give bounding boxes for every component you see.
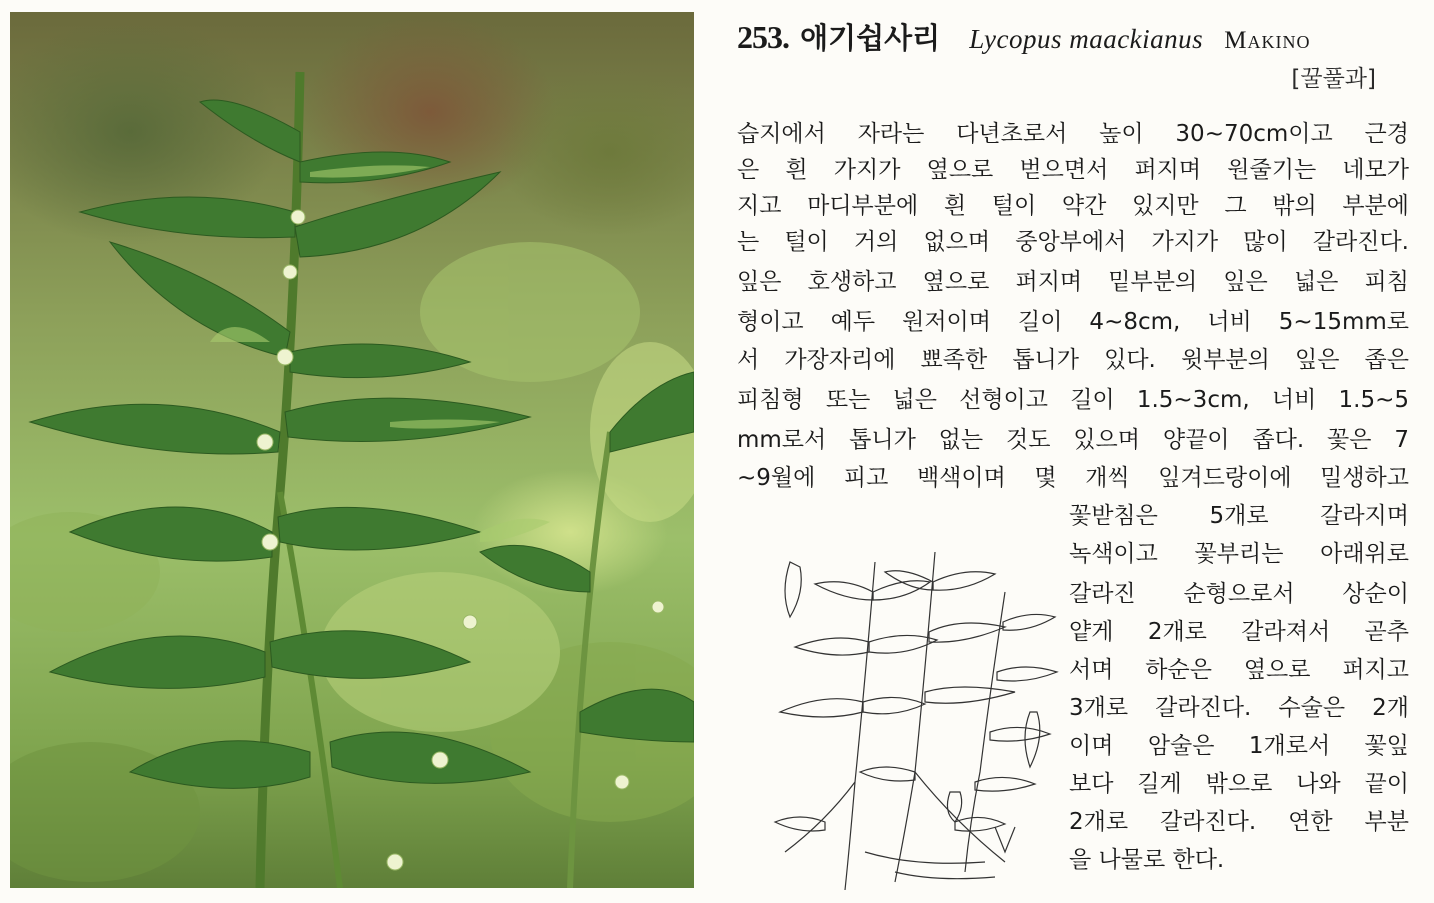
- korean-name: 애기쉽사리: [800, 21, 941, 55]
- description-line: 습지에서 자라는 다년초로서 높이 30~70cm이고 근경: [737, 121, 1409, 147]
- description-line: 3개로 갈라진다. 수술은 2개: [1069, 695, 1409, 721]
- entry-title: [737, 16, 1427, 60]
- description-line: 서 가장자리에 뾰족한 톱니가 있다. 윗부분의 잎은 좁은: [737, 347, 1409, 373]
- description-line: 얕게 2개로 갈라져서 곧추: [1069, 619, 1409, 645]
- entry-number: 253.: [737, 19, 789, 55]
- description-line: 형이고 예두 원저이며 길이 4~8cm, 너비 5~15mm로: [737, 309, 1409, 335]
- description-line: 녹색이고 꽃부리는 아래위로: [1069, 541, 1409, 567]
- description-line: 2개로 갈라진다. 연한 부분: [1069, 809, 1409, 835]
- description-line: 피침형 또는 넓은 선형이고 길이 1.5~3cm, 너비 1.5~5: [737, 387, 1409, 413]
- plant-photo-drawing: [10, 12, 694, 888]
- description-column: [705, 0, 1434, 903]
- family-name: [꿀풀과]: [1291, 66, 1376, 92]
- description-line: 지고 마디부분에 흰 털이 약간 있지만 그 밖의 부분에: [737, 193, 1409, 219]
- description-line: 보다 길게 밖으로 나와 끝이: [1069, 771, 1409, 797]
- description-line: 잎은 호생하고 옆으로 퍼지며 밑부분의 잎은 넓은 피침: [737, 269, 1409, 295]
- description-line: 은 흰 가지가 옆으로 벋으면서 퍼지며 원줄기는 네모가: [737, 157, 1409, 183]
- description-line: 이며 암술은 1개로서 꽃잎: [1069, 733, 1409, 759]
- description-line: 을 나물로 한다.: [1069, 847, 1225, 873]
- description-line: ~9월에 피고 백색이며 몇 개씩 잎겨드랑이에 밀생하고: [737, 465, 1409, 491]
- description-line: 꽃받침은 5개로 갈라지며: [1069, 503, 1409, 529]
- scientific-name: Lycopus maackianus: [969, 24, 1204, 54]
- plant-photo: [10, 12, 694, 888]
- author-name: Makino: [1224, 27, 1311, 54]
- description-line: 서며 하순은 옆으로 퍼지고: [1069, 657, 1409, 683]
- description-line: mm로서 톱니가 없는 것도 있으며 양끝이 좁다. 꽃은 7: [737, 427, 1409, 453]
- description-line: 는 털이 거의 없으며 중앙부에서 가지가 많이 갈라진다.: [737, 229, 1409, 255]
- description-line: 갈라진 순형으로서 상순이: [1069, 581, 1409, 607]
- botanical-illustration: [765, 522, 1065, 892]
